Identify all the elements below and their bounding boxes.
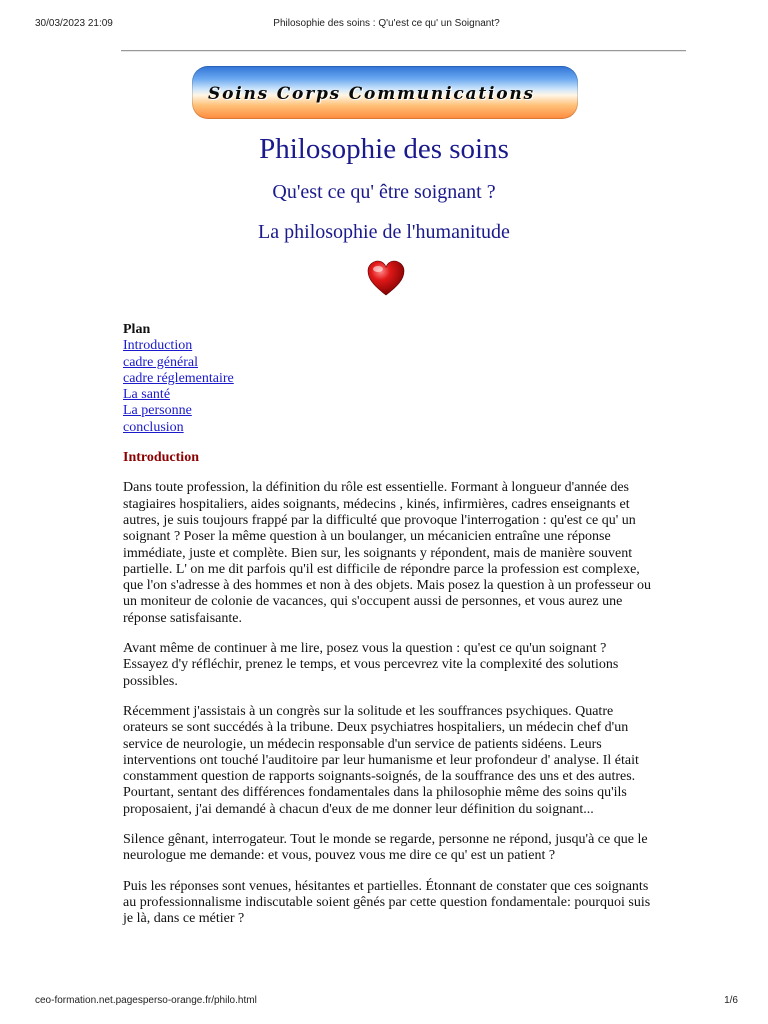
- toc-link-la-personne[interactable]: La personne: [123, 403, 192, 419]
- paragraph: Puis les réponses sont venues, hésitantes et partielles. Étonnant de constater que ces soignants au professionnalisme indiscutable soient gênés par cette question fondamentale: pourquoi suis je là, dans ce métier ?: [123, 878, 651, 927]
- toc-link-cadre-general[interactable]: cadre général: [123, 354, 198, 370]
- table-of-contents: [123, 338, 653, 436]
- print-footer: [35, 995, 738, 1009]
- subtitle-humanitude: La philosophie de l'humanitude: [258, 221, 510, 243]
- paragraph: Dans toute profession, la définition du rôle est essentielle. Formant à longueur d'année des stagiaires hospitaliers, aides soignants, médecins , kinés, infirmières, cadres enseignants et autres, je suis toujours frappé par la difficulté que provoque l'interrogation : qu'est ce qu' un soignant ? Poser la même question à un boulanger, un mécanicien entraîne une réponse immédiate, juste et complète. Bien sur, les soignants y répondent, mais de manière souvent partielle. L' on me dit parfois qu'il est difficile de répondre parce la profession est complexe, que l'on s'adresse à des hommes et non à des objets. Mais posez la question à un professeur ou un moniteur de colonie de vacances, qui s'occupent aussi de personnes, et vous aurez une réponse satisfaisante.: [123, 480, 651, 626]
- page-title: Philosophie des soins: [259, 133, 509, 165]
- heart-icon: [366, 260, 406, 298]
- print-page-number: 1/6: [724, 995, 738, 1006]
- subtitle-question: Qu'est ce qu' être soignant ?: [272, 181, 496, 203]
- banner-text: Soins Corps Communications: [208, 84, 535, 104]
- toc-link-la-sante[interactable]: La santé: [123, 387, 171, 403]
- toc-link-introduction[interactable]: Introduction: [123, 338, 193, 354]
- paragraph: Avant même de continuer à me lire, posez vous la question : qu'est ce qu'un soignant ? Essayez d'y réfléchir, prenez le temps, et vous percevrez vite la complexité des solutions possibles.: [123, 641, 619, 689]
- toc-link-cadre-reglementaire[interactable]: cadre réglementaire: [123, 370, 234, 386]
- paragraph: Récemment j'assistais à un congrès sur la solitude et les souffrances psychiques. Quatre orateurs se sont succédés à la tribune. Deux psychiatres hospitaliers, un médecin chef d'un service de neurologie, un médecin responsable d'un service de patients sidéens. Leurs interventions ont touché l'auditoire par leur humanisme et leur profondeur d' analyse. Il était constamment question de rapports soignants-soignés, de la souffrance des uns et des autres. Pourtant, sentant des différences fondamentales dans la philosophie même des soins qu'ils proposaient, j'ai demandé à chacun d'eux de me donner leur définition du soignant...: [123, 703, 639, 817]
- section-title-introduction: Introduction: [123, 450, 199, 466]
- paragraph: Silence gênant, interrogateur. Tout le monde se regarde, personne ne répond, jusqu'à ce que le neurologue me demande: et vous, pouvez vous me dire ce qu' est un patient ?: [123, 832, 648, 864]
- plan-label: Plan: [123, 322, 151, 337]
- print-document-title: Philosophie des soins : Q'u'est ce qu' un Soignant?: [273, 18, 500, 29]
- print-url: ceo-formation.net.pagesperso-orange.fr/philo.html: [35, 995, 257, 1006]
- article-content: [123, 322, 653, 928]
- site-banner: [192, 66, 578, 119]
- horizontal-rule: [121, 50, 686, 52]
- print-datetime: 30/03/2023 21:09: [35, 18, 113, 29]
- toc-link-conclusion[interactable]: conclusion: [123, 419, 184, 435]
- print-header: [35, 18, 738, 32]
